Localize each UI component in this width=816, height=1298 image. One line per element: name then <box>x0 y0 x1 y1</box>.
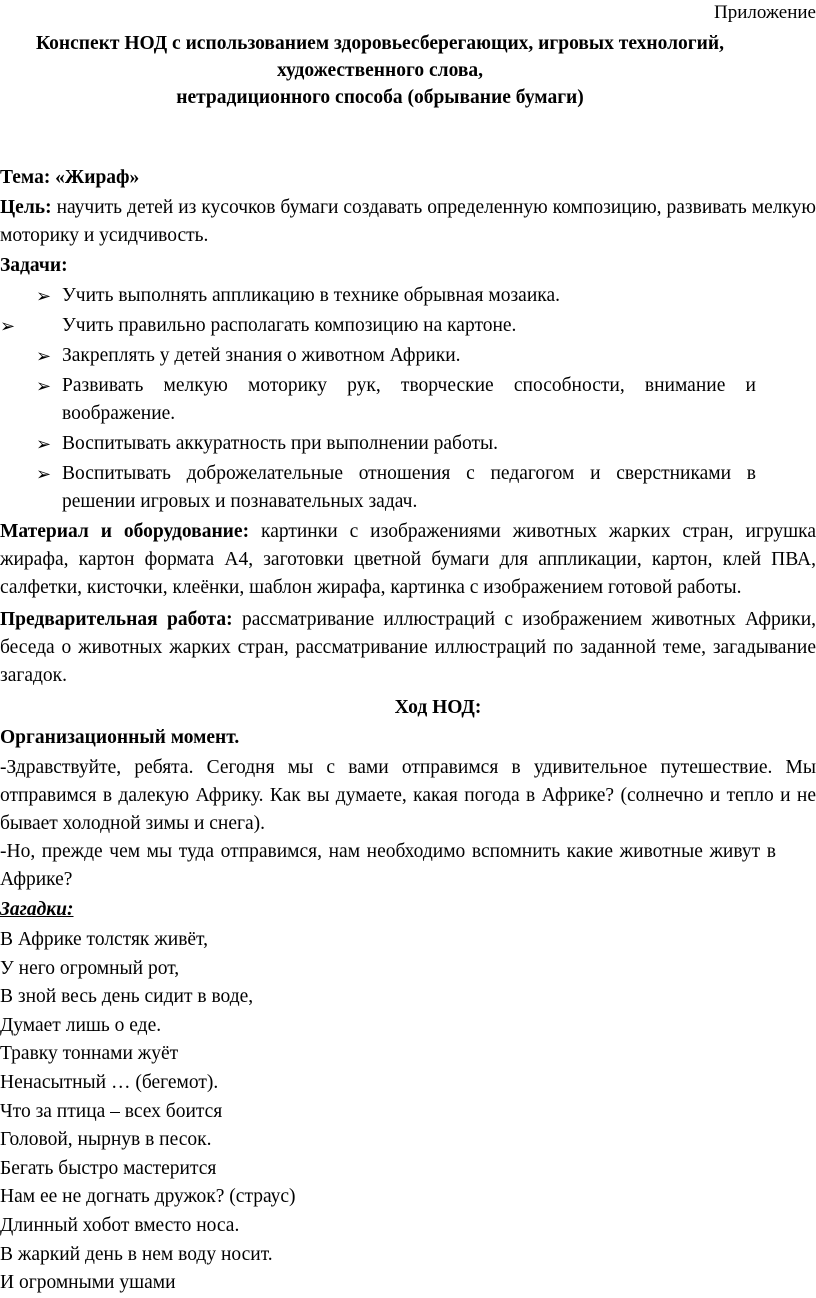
riddle-line: Травку тоннами жуёт <box>0 1043 179 1065</box>
materials-text: картинки с изображениями животных жарких стран, игрушка жирафа, картон формата А4, заготовки цветной бумаги для аппликации, картон, клей ПВА, салфетки, кисточки, клеёнки, шаблон жирафа, картинка с изображением готовой работы. <box>0 521 816 598</box>
title-line: Конспект НОД с использованием здоровьесберегающих, игровых технологий, <box>36 33 724 54</box>
tasks-list <box>0 282 816 516</box>
task-text: Развивать мелкую моторику рук, творческие способности, внимание и воображение. <box>62 375 756 424</box>
riddle-line: У него огромный рот, <box>0 957 180 979</box>
task-text: Воспитывать аккуратность при выполнении работы. <box>62 433 498 454</box>
task-text: Воспитывать доброжелательные отношения с педагогом и сверстниками в решении игровых и познавательных задач. <box>62 463 756 512</box>
materials-paragraph <box>0 518 816 602</box>
list-item <box>0 430 816 458</box>
riddle-line: В зной весь день сидит в воде, <box>0 986 254 1008</box>
course-heading: Ход НОД: <box>394 697 482 718</box>
speech-paragraph: -Здравствуйте, ребята. Сегодня мы с вами отправимся в удивительное путешествие. Мы отправимся в далекую Африку. Как вы думаете, какая погода в Африке? (солнечно и тепло и не бывает холодной зимы и снега). <box>0 757 816 834</box>
riddle-line: Головой, нырнув в песок. <box>0 1129 212 1151</box>
riddle-line: И огромными ушами <box>0 1272 176 1294</box>
list-item <box>0 282 816 310</box>
speech-paragraph: -Но, прежде чем мы туда отправимся, нам необходимо вспомнить какие животные живут в Африке? <box>0 841 776 890</box>
goal-text: научить детей из кусочков бумаги создавать определенную композицию, развивать мелкую моторику и усидчивость. <box>0 197 816 246</box>
task-text: Закреплять у детей знания о животном Африки. <box>62 345 461 366</box>
document-title <box>0 30 760 111</box>
task-text: Учить правильно располагать композицию на картоне. <box>62 315 517 336</box>
org-moment-heading: Организационный момент. <box>0 727 240 748</box>
list-item <box>0 372 816 428</box>
arrow-bullet-icon: ➢ <box>36 346 52 366</box>
riddle-line: Бегать быстро мастерится <box>0 1157 217 1179</box>
theme-line: Тема: «Жираф» <box>0 167 140 188</box>
title-line: нетрадиционного способа (обрывание бумаги) <box>176 87 584 108</box>
goal-label: Цель: <box>0 197 52 218</box>
riddle-line: Нам ее не догнать дружок? (страус) <box>0 1186 296 1208</box>
document-body <box>0 164 816 1298</box>
goal-paragraph <box>0 194 816 250</box>
appendix-label: Приложение <box>714 2 816 23</box>
arrow-bullet-icon: ➢ <box>36 376 52 396</box>
preliminary-paragraph <box>0 606 816 690</box>
riddles-heading: Загадки: <box>0 899 74 920</box>
riddle-line: Думает лишь о еде. <box>0 1014 162 1036</box>
list-item <box>0 342 816 370</box>
riddle-line: Что за птица – всех боится <box>0 1100 223 1122</box>
materials-label: Материал и оборудование: <box>0 521 250 542</box>
preliminary-label: Предварительная работа: <box>0 609 233 630</box>
list-item <box>0 312 816 340</box>
riddle-line: В Африке толстяк живёт, <box>0 929 208 950</box>
arrow-bullet-icon: ➢ <box>0 316 16 336</box>
riddle-line: Длинный хобот вместо носа. <box>0 1214 240 1236</box>
tasks-label: Задачи: <box>0 255 68 276</box>
arrow-bullet-icon: ➢ <box>36 434 52 454</box>
list-item <box>0 460 816 516</box>
preliminary-text: рассматривание иллюстраций с изображением животных Африки, беседа о животных жарких стран, рассматривание иллюстраций по заданной теме, загадывание загадок. <box>0 609 816 686</box>
arrow-bullet-icon: ➢ <box>36 286 52 306</box>
title-line: художественного слова, <box>276 60 484 81</box>
riddle-line: В жаркий день в нем воду носит. <box>0 1243 273 1265</box>
task-text: Учить выполнять аппликацию в технике обрывная мозаика. <box>62 285 560 306</box>
riddle-line: Ненасытный … (бегемот). <box>0 1071 219 1093</box>
riddles-block <box>0 926 816 1298</box>
arrow-bullet-icon: ➢ <box>36 464 52 484</box>
